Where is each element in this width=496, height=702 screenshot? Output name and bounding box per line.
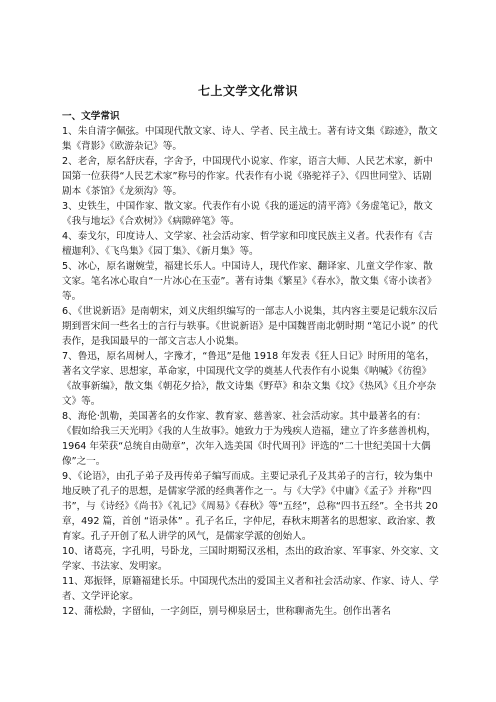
paragraph-11: 11、郑振铎，原籍福建长乐。中国现代杰出的爱国主义者和社会活动家、作家、诗人、学者、文学评论家。	[62, 576, 439, 602]
page-title: 七上文学文化常识	[197, 84, 298, 98]
paragraph-1: 1、朱自清字佩弦。中国现代散文家、诗人、学者、民主战士。著有诗文集《踪迹》，散文集《背影》《欧游杂记》等。	[62, 126, 438, 152]
paragraph-9: 9、《论语》，由孔子弟子及再传弟子编写而成。主要记录孔子及其弟子的言行，较为集中地反映了孔子的思想，是儒家学派的经典著作之一。与《大学》《中庸》《孟子》并称“四书”，与《诗经》《尚书》《礼记》《周易》《春秋》等“五经”，总称“四书五经”。全书共 20 章，492 篇，首创 “语录体” 。孔子名丘，字仲尼，春秋末期著名的思想家、政治家、教育家。孔子开创了私人讲学的风气，是儒家学派的创始人。	[62, 471, 441, 542]
paragraph-5: 5、冰心，原名谢婉莹，福建长乐人。中国诗人，现代作家、翻译家、儿童文学作家、散文家。笔名冰心取自“一片冰心在玉壶”。著有诗集《繁星》《春水》，散文集《寄小读者》等。	[62, 261, 437, 302]
paragraph-4: 4、泰戈尔，印度诗人、文学家、社会活动家、哲学家和印度民族主义者。代表作有《吉檀迦利》、《飞鸟集》《园丁集》、《新月集》等。	[62, 231, 433, 257]
paragraph-2: 2、老舍，原名舒庆春，字舍予，中国现代小说家、作家，语言大师、人民艺术家，新中国第一位获得“人民艺术家”称号的作家。代表作有小说《骆驼祥子》、《四世同堂》、话剧剧本《茶馆》《龙须沟》等。	[62, 156, 433, 197]
paragraph-6: 6、《世说新语》是南朝宋，刘义庆组织编写的一部志人小说集，其内容主要是记载东汉后期到晋宋间一些名士的言行与轶事。《世说新语》是中国魏晋南北朝时期 “笔记小说” 的代表作，是我国最早的一部文言志人小说集。	[62, 306, 438, 347]
paragraph-12: 12、蒲松龄，字留仙，一字剑臣，别号柳泉居士，世称聊斋先生。创作出著名	[62, 606, 391, 617]
document-body	[62, 109, 440, 619]
section-heading: 一、文学常识	[62, 111, 120, 122]
paragraph-8: 8、海伦·凯勒，美国著名的女作家、教育家、慈善家、社会活动家。其中最著名的有：《假如给我三天光明》《我的人生故事》。她致力于为残疾人造福，建立了许多慈善机构，1964 年荣获“总统自由勋章”，次年入选美国《时代周刊》评选的“二十世纪美国十大偶像”之一。	[62, 411, 437, 467]
paragraph-10: 10、诸葛亮，字孔明，号卧龙，三国时期蜀汉丞相，杰出的政治家、军事家、外交家、文学家、书法家、发明家。	[62, 546, 439, 572]
paragraph-3: 3、史铁生，中国作家、散文家。代表作有小说《我的遥远的清平湾》《务虚笔记》，散文《我与地坛》《合欢树》》《病隙碎笔》等。	[62, 201, 433, 227]
paragraph-7: 7、鲁迅，原名周树人，字豫才，“鲁迅”是他 1918 年发表《狂人日记》时所用的笔名，著名文学家、思想家，革命家，中国现代文学的奠基人代表作有小说集《呐喊》《彷徨》《故事新编》，散文集《朝花夕拾》，散文诗集《野草》和杂文集《坟》《热风》《且介亭杂文》等。	[62, 351, 437, 407]
